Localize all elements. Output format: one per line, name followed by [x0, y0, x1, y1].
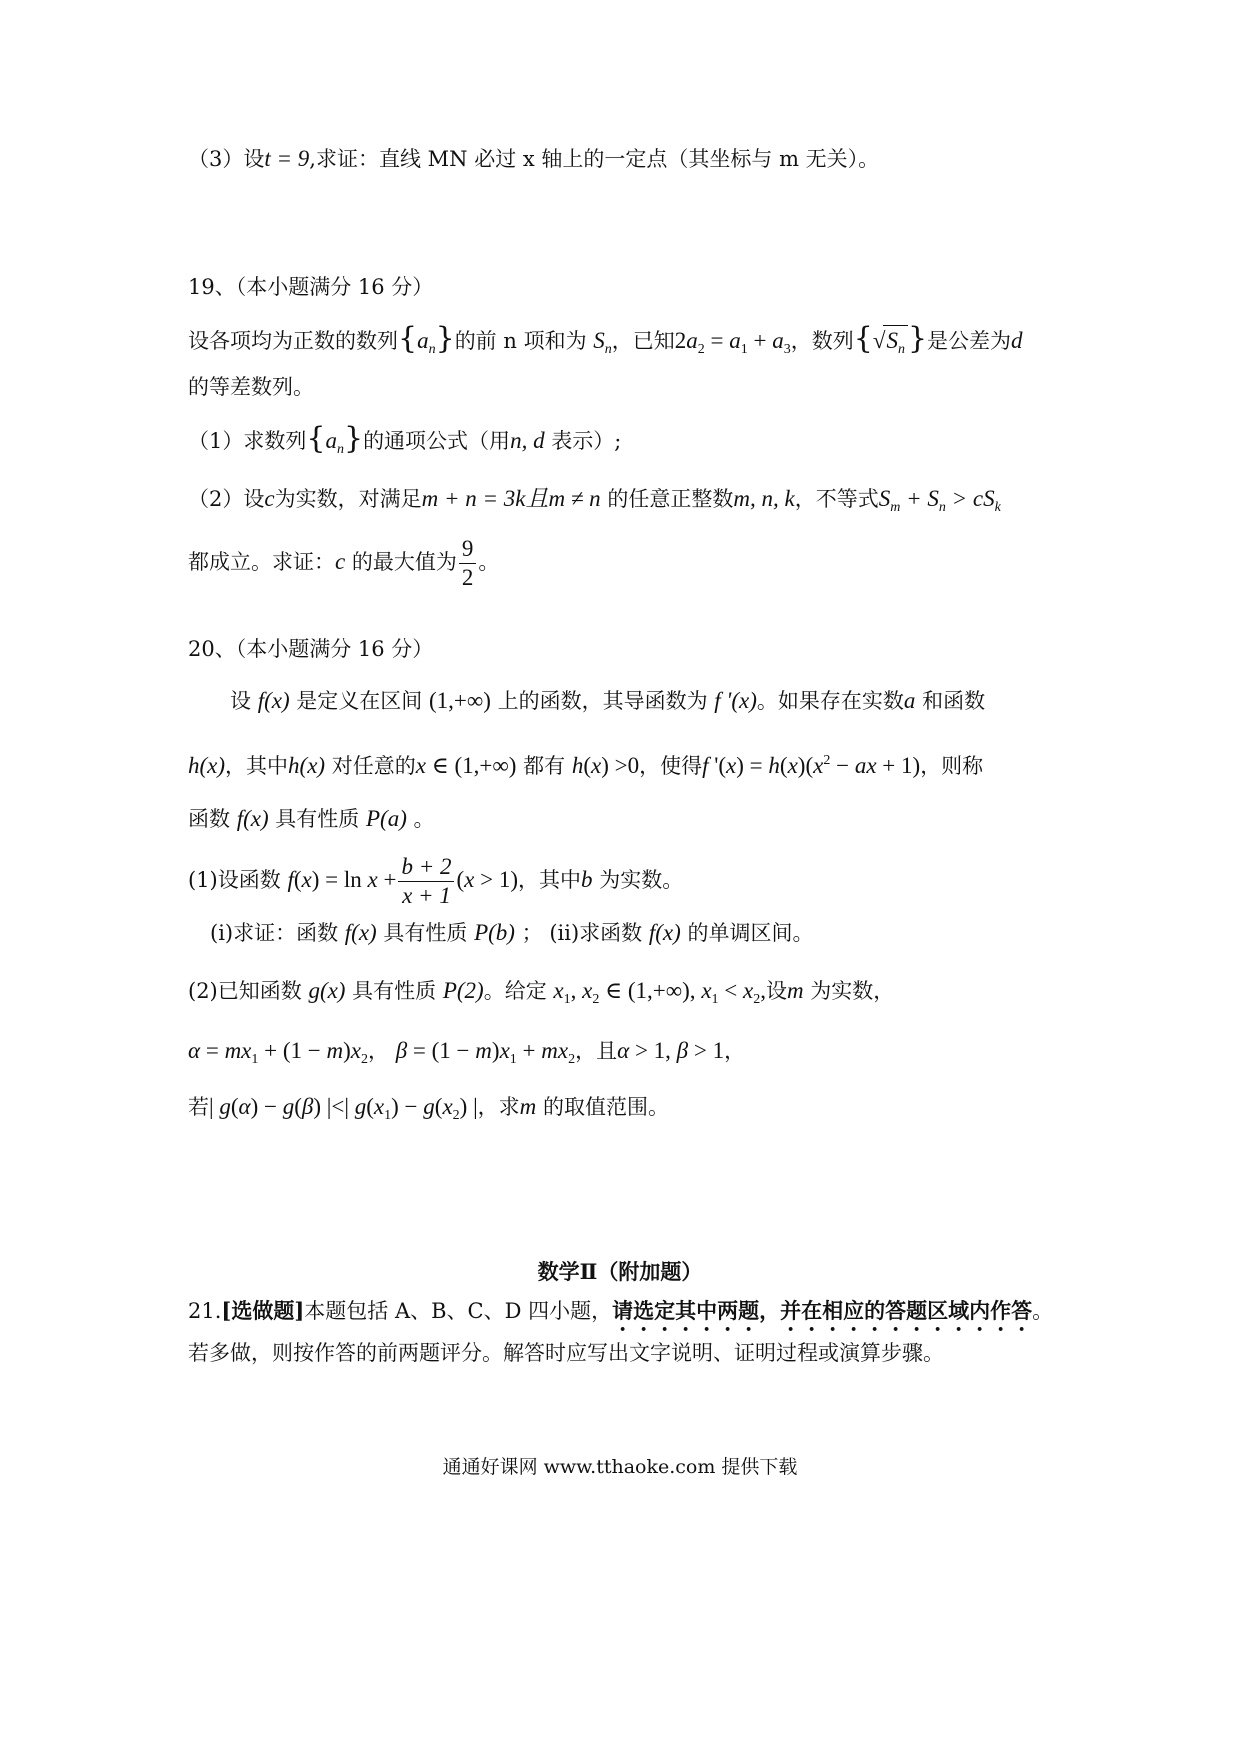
footer-source: 通通好课网 www.tthaoke.com 提供下载: [442, 1456, 798, 1478]
q19-part2-cont: 都成立。求证：c 的最大值为 $\frac{9}{2}$ 。: [188, 536, 500, 590]
q19-header: 19、（本小题满分 16 分）: [188, 275, 434, 299]
q20-part2-ask: 若| g(α) − g(β) |<| $g(x_1) - g(x_2)$ |，求m 的取值范围。: [188, 1094, 669, 1123]
q19-part1: （1）求数列$\{a_n\}$的通项公式（用n, d 表示）;: [188, 421, 622, 457]
q20-header: 20、（本小题满分 16 分）: [188, 637, 434, 661]
q21-line1: 21.[选做题]本题包括 A、B、C、D 四小题，请选定其中两题，并在相应的答题区域内作答。: [188, 1298, 1054, 1323]
q20-stem-line2: h(x)，其中h(x) 对任意的x ∈ (1,+∞) 都有 h(x) >0，使得f '$(x) = h(x)(x^2$ − ax + 1)，则称: [188, 753, 984, 778]
fraction-nine-halves: $\frac{9}{2}$: [459, 535, 477, 592]
q21-line2: 若多做，则按作答的前两题评分。解答时应写出文字说明、证明过程或演算步骤。: [188, 1341, 944, 1365]
q19-stem: 设各项均为正数的数列$\{a_n\}$的前 n 项和为 $S_n$，已知$2a_2 = a_1 + a_3$，数列{$√S_n$ }是公差为d: [188, 324, 1090, 365]
q20-stem-line3: 函数 f(x) 具有性质 P(a) 。: [188, 806, 435, 831]
q20-part2-defs: $\alpha = mx_1 + (1 - m)x_2$， $\beta = (1 - m)x_1 + mx_2$，且α > 1, β > 1，: [188, 1038, 746, 1067]
q19-part2: （2）设c为实数，对满足m + n = 3k且m ≠ n 的任意正整数m, n, k，不等式$S_m + S_n > cS_k$: [188, 486, 1001, 515]
q20-part2: (2)已知函数 g(x) 具有性质 P(2)。给定 $x_1$, $x_2$ ∈ (1,+∞), $x_1 < x_2$,设m 为实数，: [188, 978, 895, 1007]
q20-part1-sub: (i)求证：函数 f(x) 具有性质 P(b) ； (ii)求函数 f(x) 的单调区间。: [210, 920, 814, 945]
seq-sqrt-sn: {$√S_n$ }: [854, 328, 927, 353]
section-title: 数学Ⅱ（附加题）: [537, 1259, 703, 1284]
q19-stem-cont: 的等差数列。: [188, 375, 314, 399]
fraction-b-plus-2-over-x-plus-1: $\frac{b + 2}{x + 1}$: [398, 853, 454, 910]
q18-part3: （3）设t = 9,求证：直线 MN 必过 x 轴上的一定点（其坐标与 m 无关）。: [188, 146, 880, 171]
q20-stem-line1: 设 f(x) 是定义在区间 (1,+∞) 上的函数，其导函数为 f '(x)。如果存在实数a 和函数: [230, 688, 986, 713]
seq-an: $\{a_n\}$: [398, 321, 455, 357]
q20-part1: (1)设函数 f(x) = ln x + $\frac{b + 2}{x + 1}$ (x > 1)，其中b 为实数。: [188, 854, 684, 908]
